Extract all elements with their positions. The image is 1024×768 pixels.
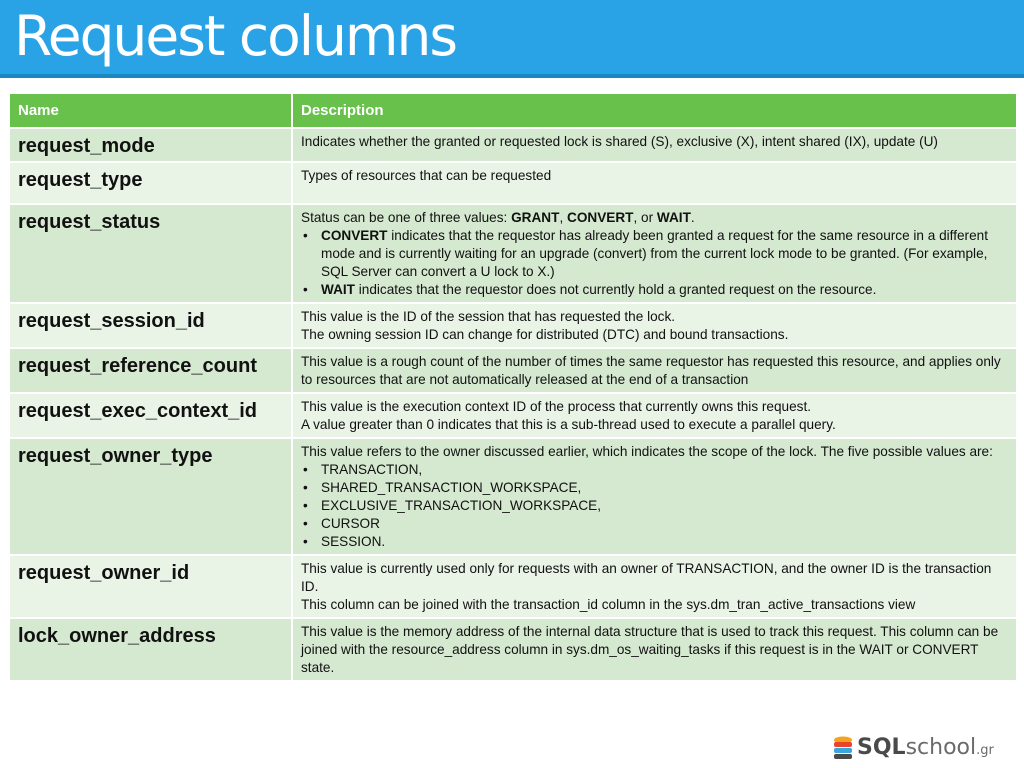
column-name: request_reference_count xyxy=(9,348,292,393)
column-name: request_exec_context_id xyxy=(9,393,292,438)
logo-sql: SQL xyxy=(857,735,906,760)
table-row xyxy=(9,348,1017,393)
description-line: This value is the ID of the session that has requested the lock. xyxy=(301,309,676,324)
column-description xyxy=(292,438,1017,555)
status-value-grant: GRANT xyxy=(511,210,560,225)
column-name: request_owner_id xyxy=(9,555,292,618)
owner-type-bullet-list xyxy=(301,461,1008,551)
description-line: The owning session ID can change for distributed (DTC) and bound transactions. xyxy=(301,327,789,342)
table-row xyxy=(9,204,1017,303)
table-row xyxy=(9,555,1017,618)
status-intro-end: . xyxy=(690,210,695,225)
logo-school: school xyxy=(905,735,977,760)
column-name: request_mode xyxy=(9,128,292,162)
column-description xyxy=(292,303,1017,348)
title-bar xyxy=(0,0,1024,78)
description-line: Types of resources that can be requested xyxy=(301,168,552,183)
table-row xyxy=(9,438,1017,555)
bullet-item: • TRANSACTION, xyxy=(301,461,1008,479)
status-intro-text: Status can be one of three values: xyxy=(301,210,512,225)
status-intro xyxy=(301,209,1008,227)
status-intro-separator: , or xyxy=(633,210,657,225)
column-description xyxy=(292,162,1017,204)
logo-gr: .gr xyxy=(976,743,994,758)
description-line: This value is a rough count of the number of times the same requestor has requested this resource, and applies only to resources that are not automatically released at the end of a transaction xyxy=(301,354,1001,387)
logo-wordmark xyxy=(857,735,994,760)
bullet-keyword: WAIT xyxy=(321,282,355,297)
bullet-item: • EXCLUSIVE_TRANSACTION_WORKSPACE, xyxy=(301,497,1008,515)
column-name: lock_owner_address xyxy=(9,618,292,681)
title-bar-shadow xyxy=(0,74,1024,78)
bullet-item: • SHARED_TRANSACTION_WORKSPACE, xyxy=(301,479,1008,497)
table-row xyxy=(9,303,1017,348)
status-value-wait: WAIT xyxy=(656,210,691,225)
description-line: A value greater than 0 indicates that this is a sub-thread used to execute a parallel query. xyxy=(301,417,836,432)
status-value-convert: CONVERT xyxy=(567,210,634,225)
status-bullet-list xyxy=(301,227,1008,299)
column-description xyxy=(292,204,1017,303)
table-row xyxy=(9,162,1017,204)
table-row xyxy=(9,618,1017,681)
column-name: request_owner_type xyxy=(9,438,292,555)
bullet-text: indicates that the requestor has already been granted a request for the same resource in a different mode and is currently waiting for an upgrade (convert) from the current lock mode to be granted. (For example, SQL Server can convert a U lock to X.) xyxy=(321,228,988,279)
bullet-item: • SESSION. xyxy=(301,533,1008,551)
column-description xyxy=(292,618,1017,681)
bullet-item: • CURSOR xyxy=(301,515,1008,533)
sqlschool-logo xyxy=(833,733,1013,763)
column-header-description: Description xyxy=(292,93,1017,128)
description-line: This column can be joined with the transaction_id column in the sys.dm_tran_active_transactions view xyxy=(301,597,916,612)
column-description xyxy=(292,393,1017,438)
database-stack-icon xyxy=(833,736,853,760)
description-line: This value refers to the owner discussed earlier, which indicates the scope of the lock. The five possible values are: xyxy=(301,444,993,459)
column-name: request_type xyxy=(9,162,292,204)
status-intro-separator: , xyxy=(559,210,567,225)
table-row xyxy=(9,393,1017,438)
table-header-row xyxy=(9,93,1017,128)
bullet-text: indicates that the requestor does not currently hold a granted request on the resource. xyxy=(354,282,877,297)
bullet-keyword: CONVERT xyxy=(321,228,388,243)
column-name: request_session_id xyxy=(9,303,292,348)
description-line: Indicates whether the granted or requested lock is shared (S), exclusive (X), intent shared (IX), update (U) xyxy=(301,134,938,149)
column-description xyxy=(292,348,1017,393)
column-header-name: Name xyxy=(9,93,292,128)
column-description xyxy=(292,555,1017,618)
description-line: This value is the execution context ID of the process that currently owns this request. xyxy=(301,399,812,414)
slide-title: Request columns xyxy=(14,4,457,68)
request-columns-table xyxy=(8,92,1018,682)
bullet-item xyxy=(301,281,1008,299)
description-line: This value is the memory address of the internal data structure that is used to track this request. This column can be joined with the resource_address column in sys.dm_os_waiting_tasks if this request is in the WAIT or CONVERT state. xyxy=(301,624,999,675)
column-description xyxy=(292,128,1017,162)
bullet-item xyxy=(301,227,1008,281)
description-line: This value is currently used only for requests with an owner of TRANSACTION, and the owner ID is the transaction ID. xyxy=(301,561,992,594)
table-row xyxy=(9,128,1017,162)
column-name: request_status xyxy=(9,204,292,303)
